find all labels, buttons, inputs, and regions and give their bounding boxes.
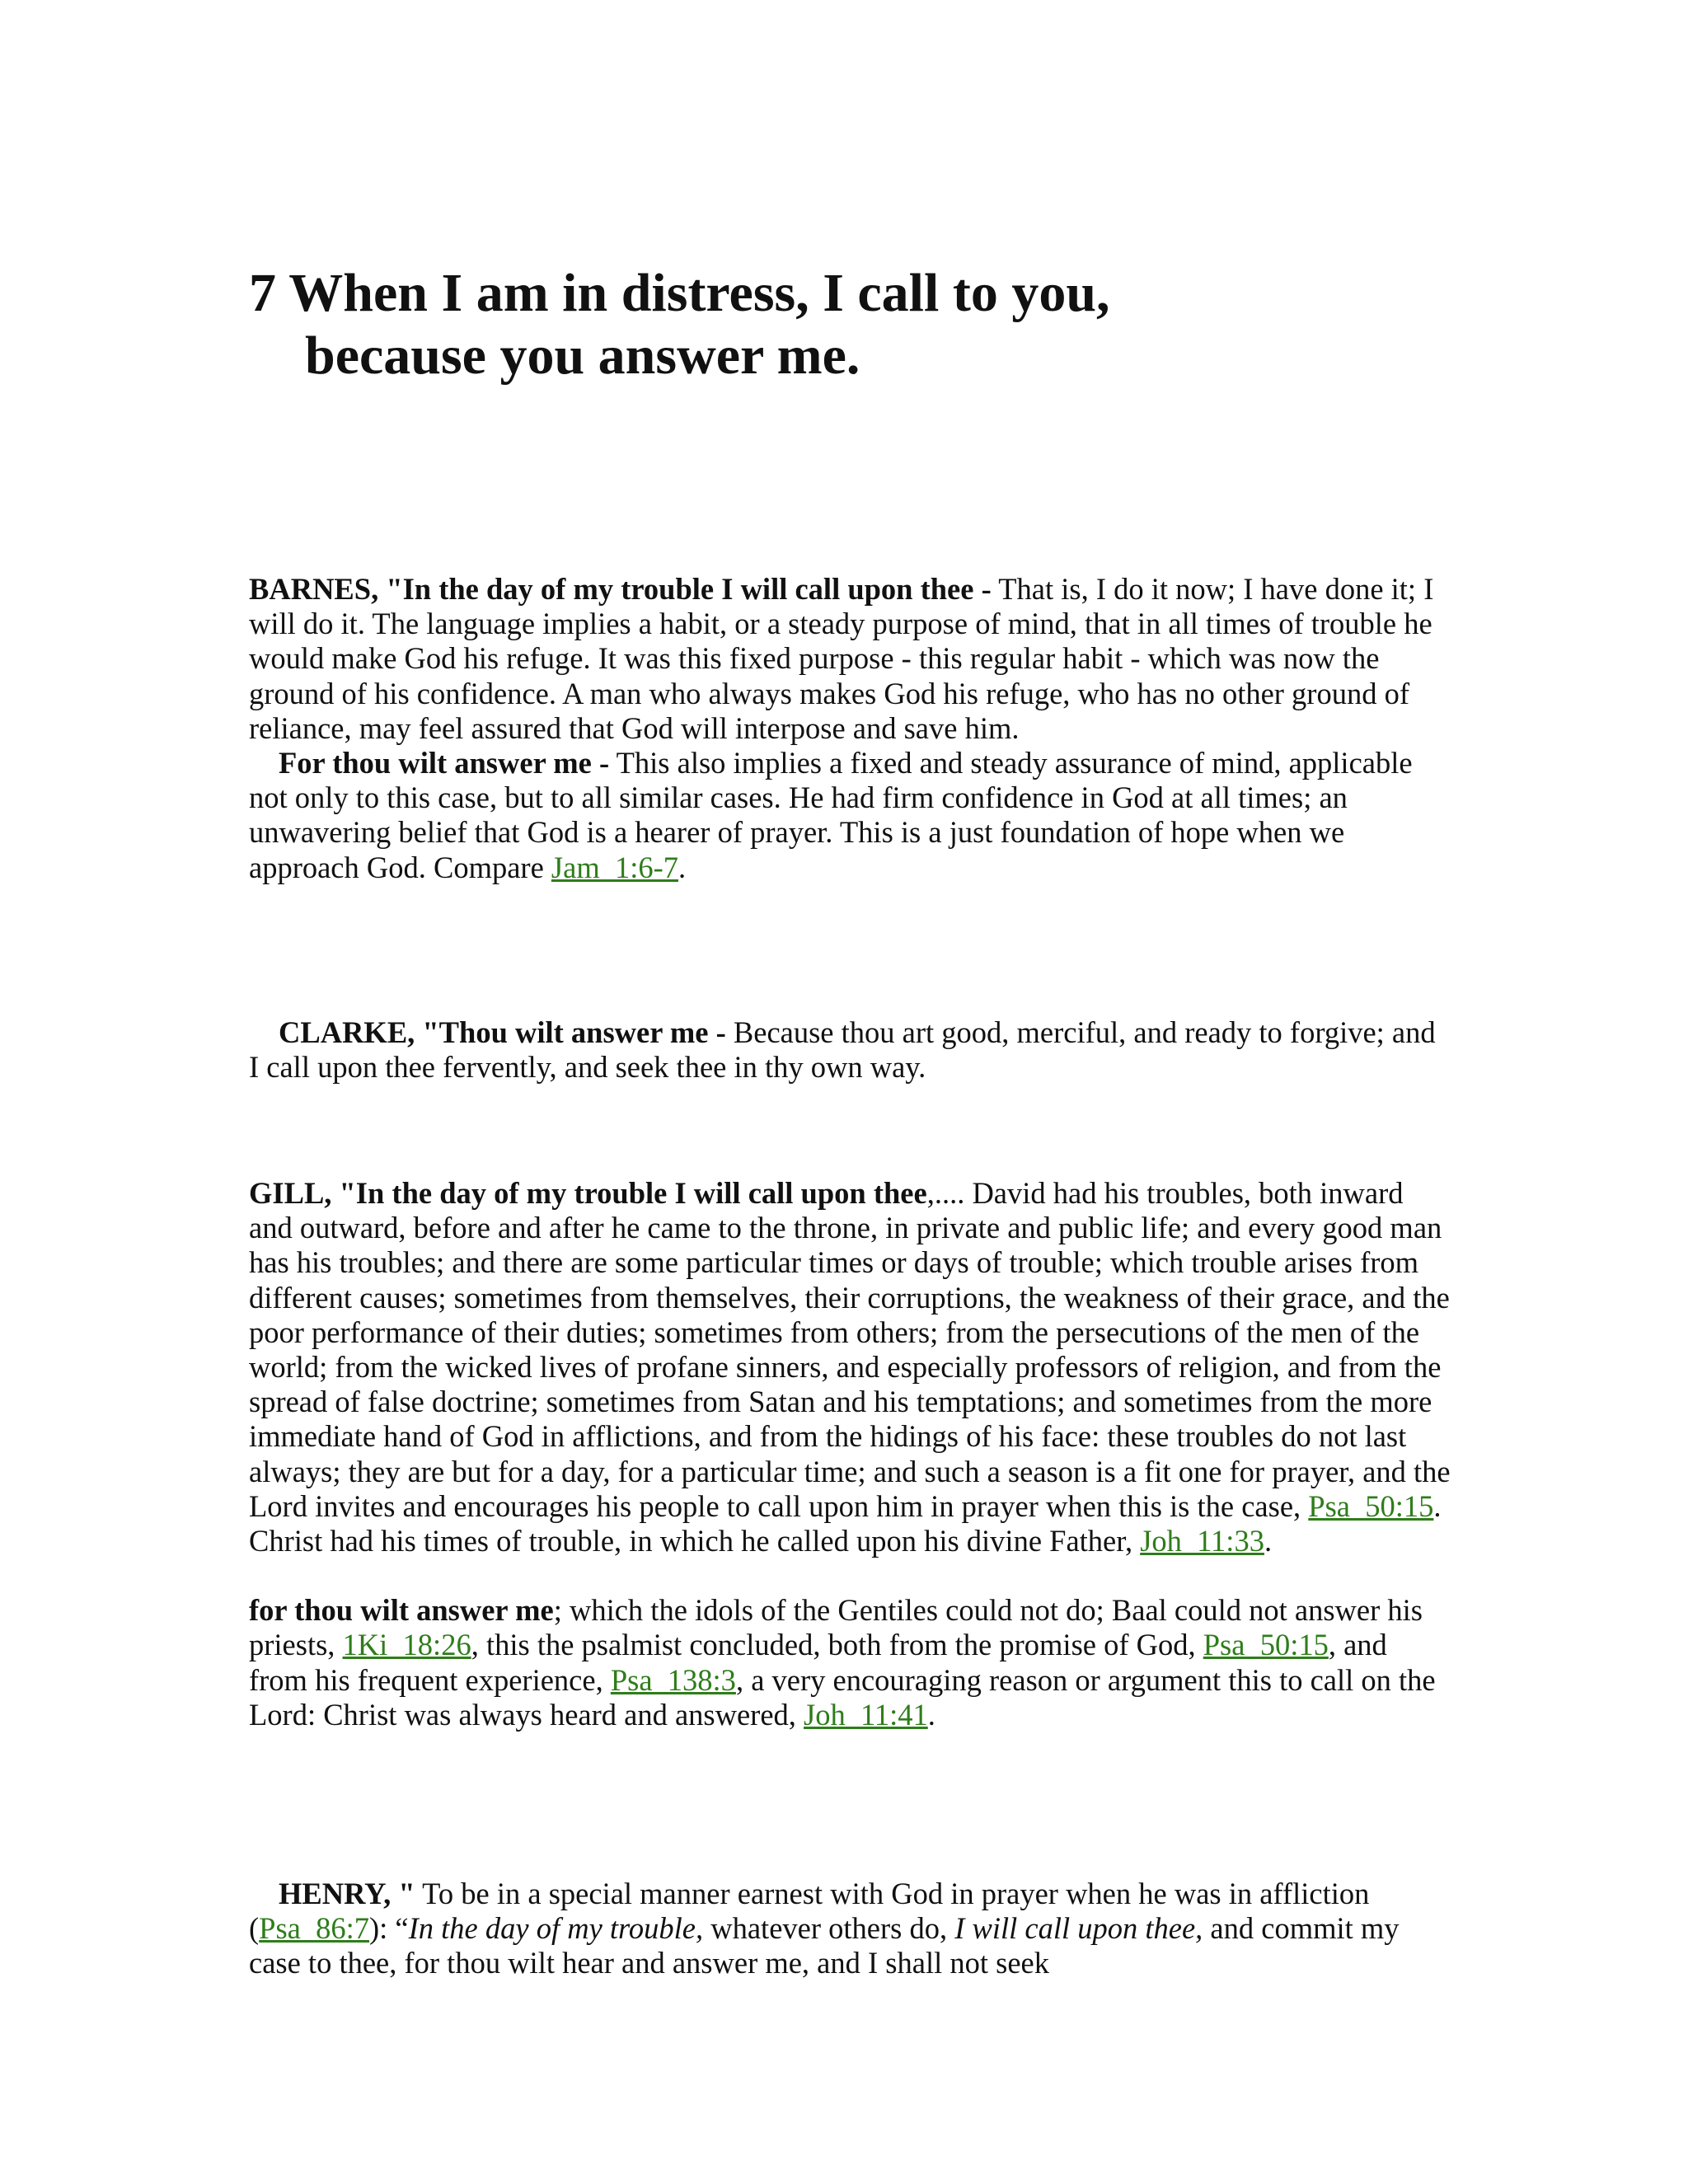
gill-text-end: . [1264,1524,1273,1558]
verse-heading-line2: because you answer me. [305,326,860,386]
barnes-commentary [249,572,1452,885]
henry-italic-2: I will call upon thee, [954,1911,1203,1946]
clarke-commentary [249,1015,1452,1085]
clarke-lead: CLARKE, "Thou wilt answer me - [279,1015,726,1049]
henry-commentary [249,1877,1452,1981]
scripture-link-psa-138-3[interactable]: Psa_138:3 [610,1662,736,1697]
henry-text-1: To be in a special manner earnest with God in prayer when he was in affliction ( [249,1877,1370,1946]
scripture-link-jam-1-6-7[interactable]: Jam_1:6-7 [551,850,679,884]
henry-text-2: ): “ [369,1911,409,1946]
barnes-lead: BARNES, "In the day of my trouble I will call upon thee - [249,572,992,606]
gill-text-2a: ; which the idols of the Gentiles could not do; Baal could not answer his priests, [249,1593,1423,1662]
scripture-link-1ki-18-26[interactable]: 1Ki_18:26 [342,1628,471,1662]
scripture-link-psa-50-15[interactable]: Psa_50:15 [1308,1488,1434,1523]
gill-text-2b: , this the psalmist concluded, both from the promise of God, [471,1628,1203,1662]
henry-text-4: and commit my case to thee, for thou wilt hear and answer me, and I shall not seek [249,1911,1400,1980]
gill-paragraph-2 [249,1593,1452,1732]
gill-text-2d: , a very encouraging reason or argument this to call on the Lord: Christ was always heard and answered, [249,1662,1436,1732]
gill-text-2-end: . [927,1697,935,1732]
barnes-paragraph-2 [249,746,1452,885]
henry-paragraph [249,1877,1452,1981]
barnes-paragraph-1 [249,572,1452,746]
gill-lead: GILL, "In the day of my trouble I will call upon thee [249,1176,927,1210]
henry-text-3: whatever others do, [703,1911,955,1946]
gill-commentary [249,1176,1452,1732]
verse-heading-line1: 7 When I am in distress, I call to you, [249,263,1110,323]
gill-subhead: for thou wilt answer me [249,1593,554,1628]
scripture-link-psa-86-7[interactable]: Psa_86:7 [259,1911,370,1946]
barnes-subhead: For thou wilt answer me - [279,746,610,780]
barnes-text-1: That is, I do it now; I have done it; I will do it. The language implies a habit, or a steady purpose of mind, that in all times of trouble he would make God his refuge. It was this fixed purpose - this regular habit - which was now the ground of his confidence. A man who always makes God his refuge, who has no other ground of reliance, may feel assured that God will interpose and save him. [249,572,1434,745]
henry-lead: HENRY, " [279,1877,415,1910]
clarke-text: Because thou art good, merciful, and ready to forgive; and I call upon thee fervently, and seek thee in thy own way. [249,1015,1436,1085]
gill-text-2c: , and from his frequent experience, [249,1628,1387,1697]
verse-heading [249,262,1485,387]
henry-italic-1: In the day of my trouble, [408,1911,704,1946]
scripture-link-psa-50-15-b[interactable]: Psa_50:15 [1203,1628,1329,1662]
barnes-text-end: . [678,850,687,884]
barnes-text-2: This also implies a fixed and steady assurance of mind, applicable not only to this case, but to all similar cases. He had firm confidence in God at all times; an unwavering belief that God is a hearer of prayer. This is a just foundation of hope when we approach God. Compare [249,746,1413,884]
gill-text-1: ,.... David had his troubles, both inward and outward, before and after he came to the throne, in private and public life; and every good man has his troubles; and there are some particular times or days of trouble; which trouble arises from different causes; sometimes from themselves, their corruptions, the weakness of their grace, and the poor performance of their duties; sometimes from others; from the persecutions of the men of the world; from the wicked lives of profane sinners, and especially professors of religion, and from the spread of false doctrine; sometimes from Satan and his temptations; and sometimes from the more immediate hand of God in afflictions, and from the hidings of his face: these troubles do not last always; they are but for a day, for a particular time; and such a season is a fit one for prayer, and the Lord invites and encourages his people to call upon him in prayer when this is the case, [249,1176,1451,1523]
gill-paragraph-1 [249,1176,1452,1558]
scripture-link-joh-11-41[interactable]: Joh_11:41 [804,1697,928,1732]
gill-text-mid: . Christ had his times of trouble, in which he called upon his divine Father, [249,1488,1442,1558]
scripture-link-joh-11-33[interactable]: Joh_11:33 [1140,1524,1264,1558]
clarke-paragraph [249,1015,1452,1085]
